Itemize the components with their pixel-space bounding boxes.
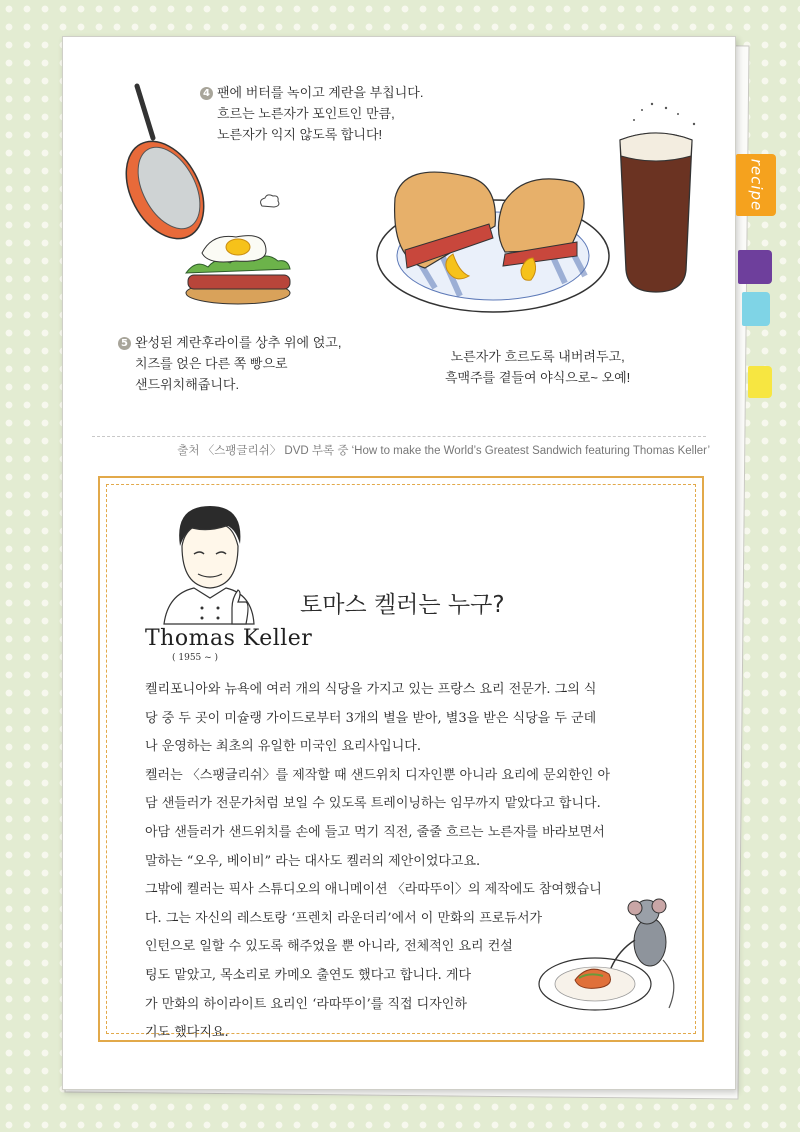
step-4-caption: 4 팬에 버터를 녹이고 계란을 부칩니다. 흐르는 노른자가 포인트인 만큼, 노른자가 익지 않도록 합니다! xyxy=(200,82,423,145)
body-line: 당 중 두 곳이 미슐랭 가이드로부터 3개의 별을 받아, 별3을 받은 식당을 두 군데 xyxy=(145,710,597,726)
profile-title: 토마스 켈러는 누구? xyxy=(300,592,505,618)
rat-with-dish-illustration xyxy=(535,900,685,1020)
body-line: 켈리포니아와 뉴욕에 여러 개의 식당을 가지고 있는 프랑스 요리 전문가. 그의 식 xyxy=(145,682,597,697)
body-line: 팅도 맡았고, 목소리로 카메오 출연도 했다고 합니다. 게다 xyxy=(145,967,472,983)
body-line: 다. 그는 자신의 레스토랑 ‘프렌치 라운더리’에서 이 만화의 프로듀서가 xyxy=(145,910,543,926)
step-5-caption: 5 완성된 계란후라이를 상추 위에 얹고, 치즈를 얹은 다른 쪽 빵으로 샌드위치해줍니다. xyxy=(118,332,341,395)
body-line: 켈러는 〈스팽글리쉬〉를 제작할 때 샌드위치 디자인뿐 아니라 요리에 문외한인 아 xyxy=(145,767,611,783)
dark-beer-illustration xyxy=(612,100,702,300)
step-number-badge: 5 xyxy=(118,337,131,350)
chef-portrait-illustration xyxy=(158,500,258,624)
sandwich-plate-illustration xyxy=(375,158,615,318)
serving-caption: 노른자가 흐르도록 내버려두고, 흑맥주를 곁들여 야식으로~ 오예! xyxy=(445,349,631,385)
body-line: 그밖에 켈러는 픽사 스튜디오의 애니메이션 〈라따뚜이〉의 제작에도 참여했습니 xyxy=(145,882,602,898)
source-divider xyxy=(92,436,706,437)
recipe-tab[interactable]: recipe xyxy=(736,154,776,216)
body-line: 가 만화의 하이라이트 요리인 ‘라따뚜이’를 직접 디자인하 xyxy=(145,996,467,1012)
body-line: 담 샌들러가 전문가처럼 보일 수 있도록 트레이닝하는 임무까지 맡았다고 합니다. xyxy=(145,796,601,812)
body-line: 인턴으로 일할 수 있도록 해주었을 뿐 아니라, 전체적인 요리 컨설 xyxy=(145,939,513,955)
open-sandwich-illustration xyxy=(180,225,310,310)
body-line: 나 운영하는 최초의 유일한 미국인 요리사입니다. xyxy=(145,739,421,755)
steam-icon xyxy=(258,194,282,212)
chef-years: ( 1955 ~ ) xyxy=(172,653,219,663)
body-line: 아담 샌들러가 샌드위치를 손에 들고 먹기 직전, 줄줄 흐르는 노른자를 바라보면서 xyxy=(145,824,605,840)
body-line: 말하는 “오우, 베이비” 라는 대사도 켈러의 제안이었다고요. xyxy=(145,853,481,869)
step-number-badge: 4 xyxy=(200,87,213,100)
cyan-index-tab[interactable] xyxy=(742,292,770,326)
yellow-index-tab[interactable] xyxy=(748,366,772,398)
body-line: 기도 했다지요. xyxy=(145,1025,229,1041)
source-credit: 출처 〈스팽글리쉬〉 DVD 부록 중 ‘How to make the World’s Greatest Sandwich featuring Thomas Keller’ xyxy=(177,445,710,457)
chef-name-signature: Thomas Keller xyxy=(145,626,313,651)
purple-index-tab[interactable] xyxy=(738,250,772,284)
